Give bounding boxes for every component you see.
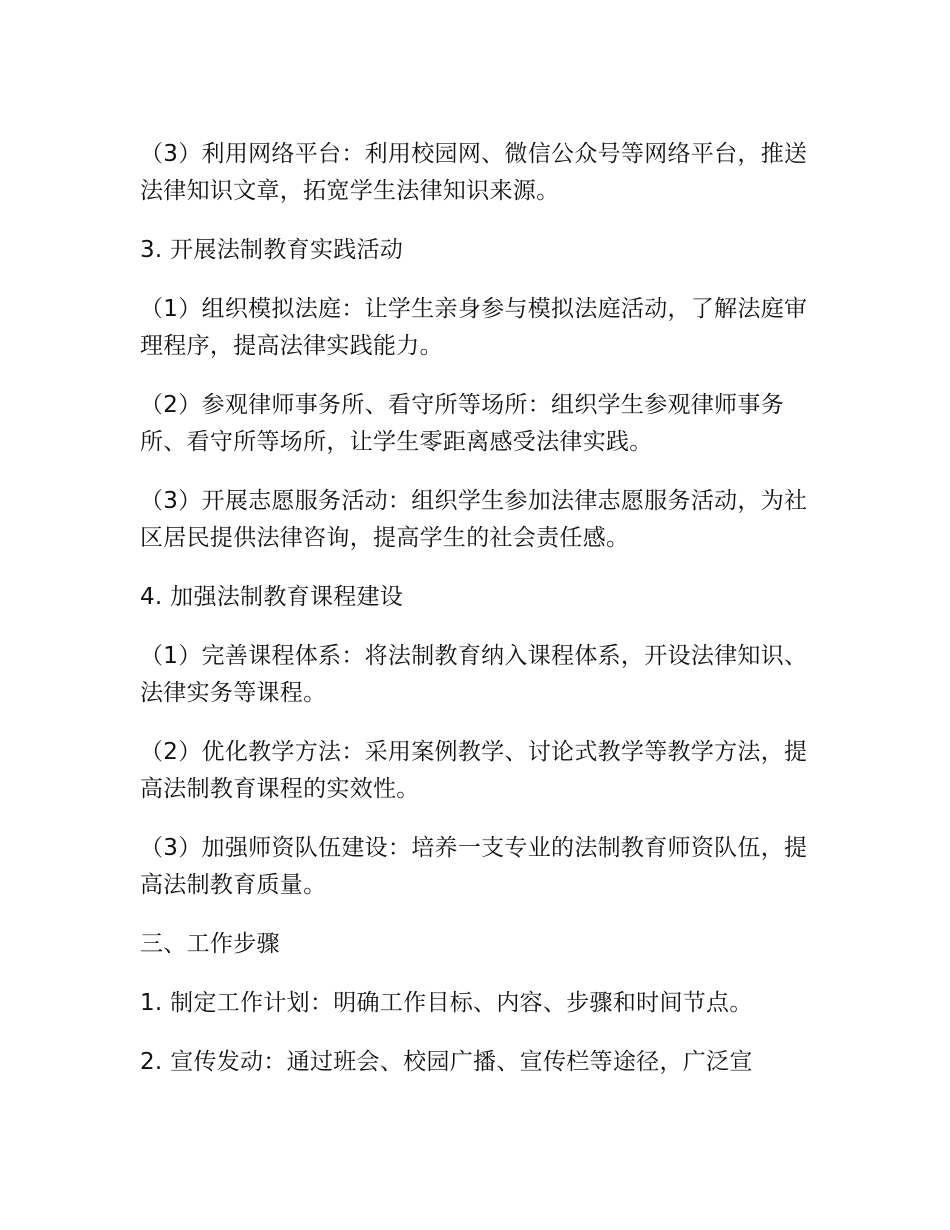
paragraph-mock-court: （1）组织模拟法庭：让学生亲身参与模拟法庭活动，了解法庭审理程序，提高法律实践能力。 — [140, 296, 808, 359]
paragraph-publicity: 2. 宣传发动：通过班会、校园广播、宣传栏等途径，广泛宣 — [140, 1049, 753, 1075]
paragraph-online-platform: （3）利用网络平台：利用校园网、微信公众号等网络平台，推送法律知识文章，拓宽学生法律知识来源。 — [140, 141, 808, 204]
paragraph-volunteer-service: （3）开展志愿服务活动：组织学生参加法律志愿服务活动，为社区居民提供法律咨询，提高学生的社会责任感。 — [140, 488, 808, 551]
section-heading-practice-activities: 3. 开展法制教育实践活动 — [140, 237, 404, 263]
document-body — [140, 136, 820, 1103]
paragraph-course-system: （1）完善课程体系：将法制教育纳入课程体系，开设法律知识、法律实务等课程。 — [140, 643, 808, 706]
section-heading-work-steps: 三、工作步骤 — [140, 931, 280, 957]
paragraph-work-plan: 1. 制定工作计划：明确工作目标、内容、步骤和时间节点。 — [140, 990, 753, 1016]
paragraph-teacher-team: （3）加强师资队伍建设：培养一支专业的法制教育师资队伍，提高法制教育质量。 — [140, 835, 808, 898]
paragraph-teaching-methods: （2）优化教学方法：采用案例教学、讨论式教学等教学方法，提高法制教育课程的实效性。 — [140, 739, 808, 802]
section-heading-curriculum: 4. 加强法制教育课程建设 — [140, 584, 404, 610]
paragraph-visit-law-firm: （2）参观律师事务所、看守所等场所：组织学生参观律师事务所、看守所等场所，让学生零距离感受法律实践。 — [140, 392, 785, 455]
